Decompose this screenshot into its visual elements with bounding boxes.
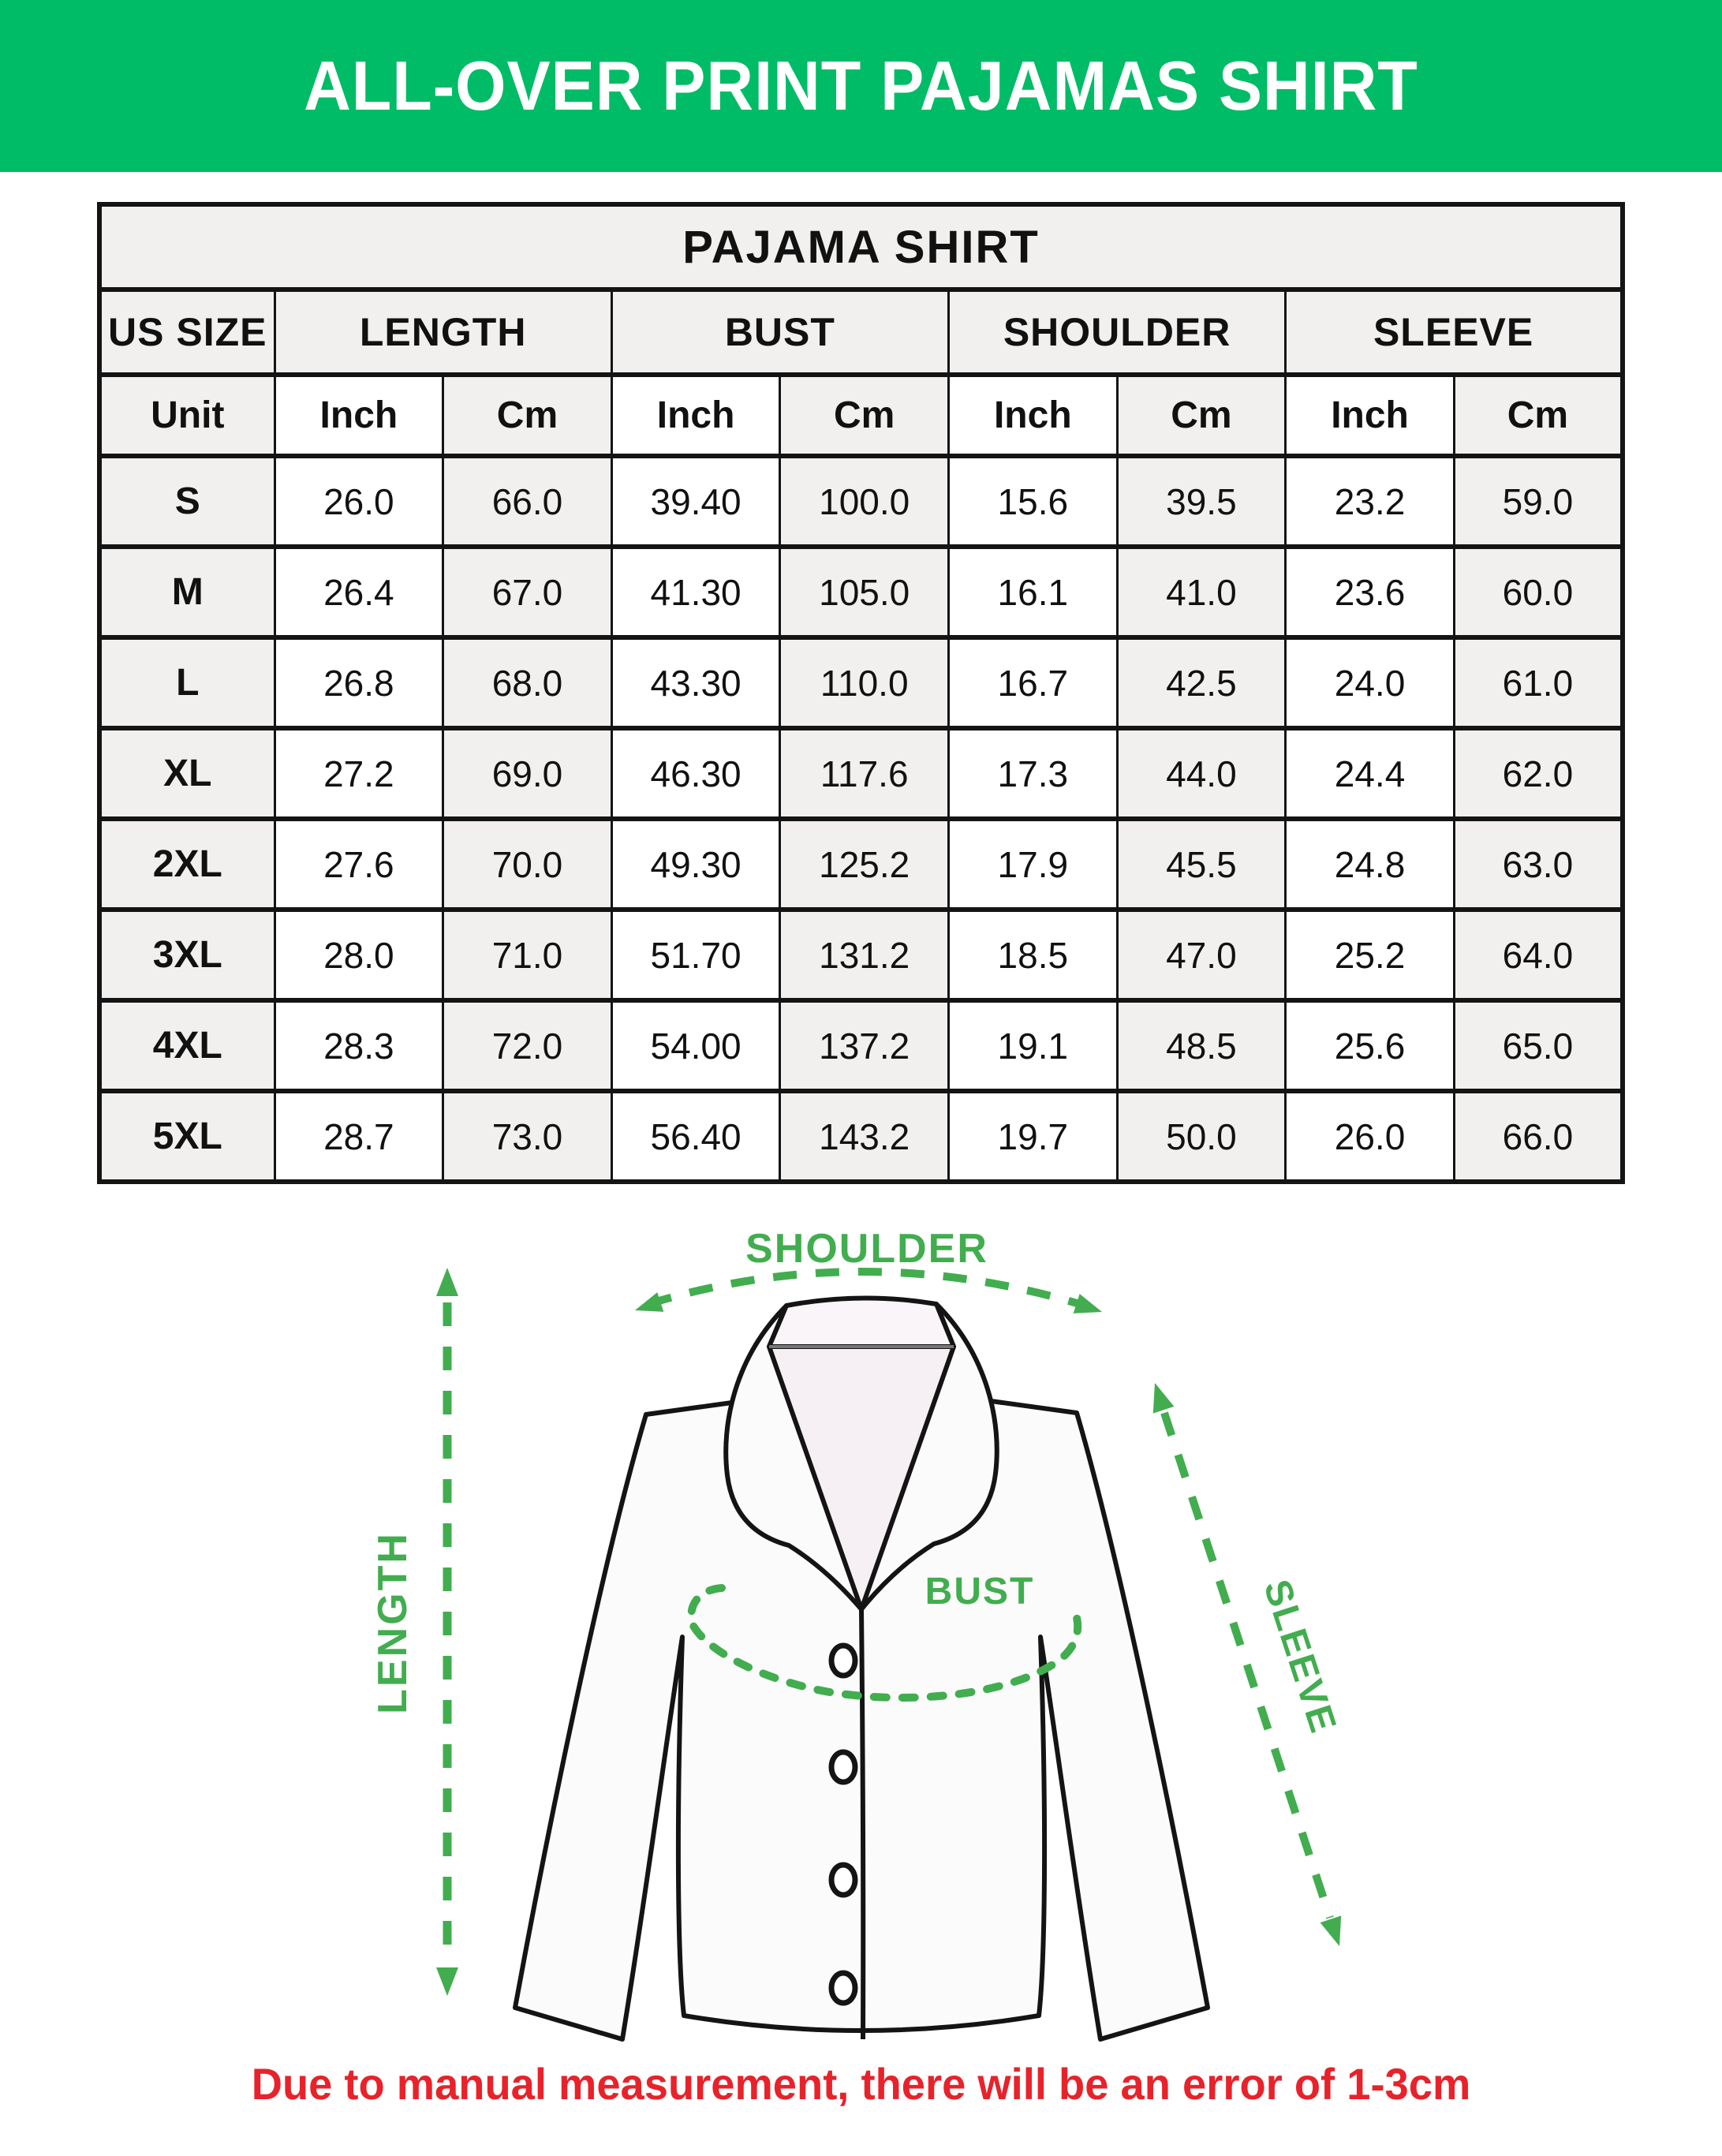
size-row-s xyxy=(99,456,1623,547)
value-cell: 23.6 xyxy=(1286,547,1455,637)
unit-label: Unit xyxy=(99,375,275,456)
value-cell: 19.1 xyxy=(949,1000,1118,1091)
value-cell: 24.8 xyxy=(1286,819,1455,910)
value-cell: 61.0 xyxy=(1454,637,1623,728)
group-header-length: LENGTH xyxy=(275,290,611,375)
value-cell: 28.0 xyxy=(275,910,443,1000)
value-cell: 117.6 xyxy=(780,728,949,819)
shoulder-label: SHOULDER xyxy=(745,1226,988,1272)
value-cell: 48.5 xyxy=(1117,1000,1286,1091)
size-cell: 3XL xyxy=(99,910,275,1000)
group-header-sleeve: SLEEVE xyxy=(1286,290,1623,375)
value-cell: 67.0 xyxy=(443,547,612,637)
size-row-m xyxy=(99,547,1623,637)
button xyxy=(831,1865,855,1895)
value-cell: 23.2 xyxy=(1286,456,1455,547)
value-cell: 28.3 xyxy=(275,1000,443,1091)
sleeve-arrowhead-bottom xyxy=(1320,1915,1350,1949)
size-cell: 4XL xyxy=(99,1000,275,1091)
measurement-note: Due to manual measurement, there will be an error of 1-3cm xyxy=(251,2059,1471,2109)
value-cell: 26.8 xyxy=(275,637,443,728)
size-cell: 2XL xyxy=(99,819,275,910)
button xyxy=(831,1973,855,2003)
value-cell: 69.0 xyxy=(443,728,612,819)
size-chart-table xyxy=(97,202,1625,1184)
value-cell: 16.1 xyxy=(949,547,1118,637)
unit-header: Cm xyxy=(1117,375,1286,456)
value-cell: 46.30 xyxy=(611,728,780,819)
group-header-bust: BUST xyxy=(611,290,948,375)
title-banner xyxy=(0,0,1722,172)
value-cell: 39.40 xyxy=(611,456,780,547)
value-cell: 17.9 xyxy=(949,819,1118,910)
value-cell: 56.40 xyxy=(611,1091,780,1182)
group-header-shoulder: SHOULDER xyxy=(949,290,1286,375)
value-cell: 73.0 xyxy=(443,1091,612,1182)
value-cell: 63.0 xyxy=(1454,819,1623,910)
value-cell: 41.30 xyxy=(611,547,780,637)
value-cell: 54.00 xyxy=(611,1000,780,1091)
table-title-row xyxy=(99,204,1623,290)
value-cell: 27.2 xyxy=(275,728,443,819)
unit-header-row xyxy=(99,375,1623,456)
value-cell: 125.2 xyxy=(780,819,949,910)
button xyxy=(831,1752,855,1782)
size-row-l xyxy=(99,637,1623,728)
bust-label: BUST xyxy=(925,1571,1034,1612)
value-cell: 39.5 xyxy=(1117,456,1286,547)
value-cell: 59.0 xyxy=(1454,456,1623,547)
value-cell: 47.0 xyxy=(1117,910,1286,1000)
value-cell: 50.0 xyxy=(1117,1091,1286,1182)
value-cell: 26.4 xyxy=(275,547,443,637)
size-cell: M xyxy=(99,547,275,637)
value-cell: 45.5 xyxy=(1117,819,1286,910)
value-cell: 16.7 xyxy=(949,637,1118,728)
shoulder-arrowhead-right xyxy=(1073,1294,1104,1321)
measurement-diagram xyxy=(0,1219,1722,2047)
measurement-header-row xyxy=(99,290,1623,375)
size-row-3xl xyxy=(99,910,1623,1000)
value-cell: 25.2 xyxy=(1286,910,1455,1000)
value-cell: 26.0 xyxy=(1286,1091,1455,1182)
size-row-2xl xyxy=(99,819,1623,910)
value-cell: 65.0 xyxy=(1454,1000,1623,1091)
length-label: LENGTH xyxy=(369,1531,416,1714)
page-title: ALL-OVER PRINT PAJAMAS SHIRT xyxy=(304,47,1418,125)
value-cell: 42.5 xyxy=(1117,637,1286,728)
value-cell: 26.0 xyxy=(275,456,443,547)
size-cell: S xyxy=(99,456,275,547)
value-cell: 28.7 xyxy=(275,1091,443,1182)
size-row-5xl xyxy=(99,1091,1623,1182)
size-cell: 5XL xyxy=(99,1091,275,1182)
value-cell: 71.0 xyxy=(443,910,612,1000)
sleeve-arrowhead-top xyxy=(1144,1380,1174,1414)
value-cell: 137.2 xyxy=(780,1000,949,1091)
size-cell: XL xyxy=(99,728,275,819)
value-cell: 66.0 xyxy=(1454,1091,1623,1182)
value-cell: 66.0 xyxy=(443,456,612,547)
value-cell: 41.0 xyxy=(1117,547,1286,637)
value-cell: 43.30 xyxy=(611,637,780,728)
unit-header: Inch xyxy=(275,375,443,456)
unit-header: Cm xyxy=(1454,375,1623,456)
length-arrowhead-top xyxy=(436,1268,458,1296)
value-cell: 18.5 xyxy=(949,910,1118,1000)
value-cell: 44.0 xyxy=(1117,728,1286,819)
value-cell: 15.6 xyxy=(949,456,1118,547)
value-cell: 68.0 xyxy=(443,637,612,728)
shirt-center-line xyxy=(861,1609,863,2039)
value-cell: 110.0 xyxy=(780,637,949,728)
value-cell: 24.4 xyxy=(1286,728,1455,819)
value-cell: 19.7 xyxy=(949,1091,1118,1182)
table-title: PAJAMA SHIRT xyxy=(99,204,1623,290)
unit-header: Inch xyxy=(1286,375,1455,456)
value-cell: 72.0 xyxy=(443,1000,612,1091)
shoulder-arrowhead-left xyxy=(631,1292,663,1320)
unit-header: Cm xyxy=(780,375,949,456)
unit-header: Inch xyxy=(949,375,1118,456)
value-cell: 60.0 xyxy=(1454,547,1623,637)
value-cell: 100.0 xyxy=(780,456,949,547)
value-cell: 24.0 xyxy=(1286,637,1455,728)
size-cell: L xyxy=(99,637,275,728)
size-chart-section xyxy=(0,202,1722,1184)
value-cell: 25.6 xyxy=(1286,1000,1455,1091)
value-cell: 51.70 xyxy=(611,910,780,1000)
unit-header: Inch xyxy=(611,375,780,456)
value-cell: 143.2 xyxy=(780,1091,949,1182)
length-arrowhead-bottom xyxy=(436,1967,458,1996)
size-row-4xl xyxy=(99,1000,1623,1091)
sleeve-label: SLEEVE xyxy=(1254,1575,1344,1739)
value-cell: 105.0 xyxy=(780,547,949,637)
value-cell: 131.2 xyxy=(780,910,949,1000)
size-row-xl xyxy=(99,728,1623,819)
pajama-shirt-illustration xyxy=(368,1219,1354,2047)
us-size-header: US SIZE xyxy=(99,290,275,375)
value-cell: 64.0 xyxy=(1454,910,1623,1000)
button xyxy=(831,1646,855,1676)
value-cell: 17.3 xyxy=(949,728,1118,819)
unit-header: Cm xyxy=(443,375,612,456)
shirt-back-collar xyxy=(769,1298,954,1347)
value-cell: 62.0 xyxy=(1454,728,1623,819)
value-cell: 70.0 xyxy=(443,819,612,910)
value-cell: 27.6 xyxy=(275,819,443,910)
value-cell: 49.30 xyxy=(611,819,780,910)
